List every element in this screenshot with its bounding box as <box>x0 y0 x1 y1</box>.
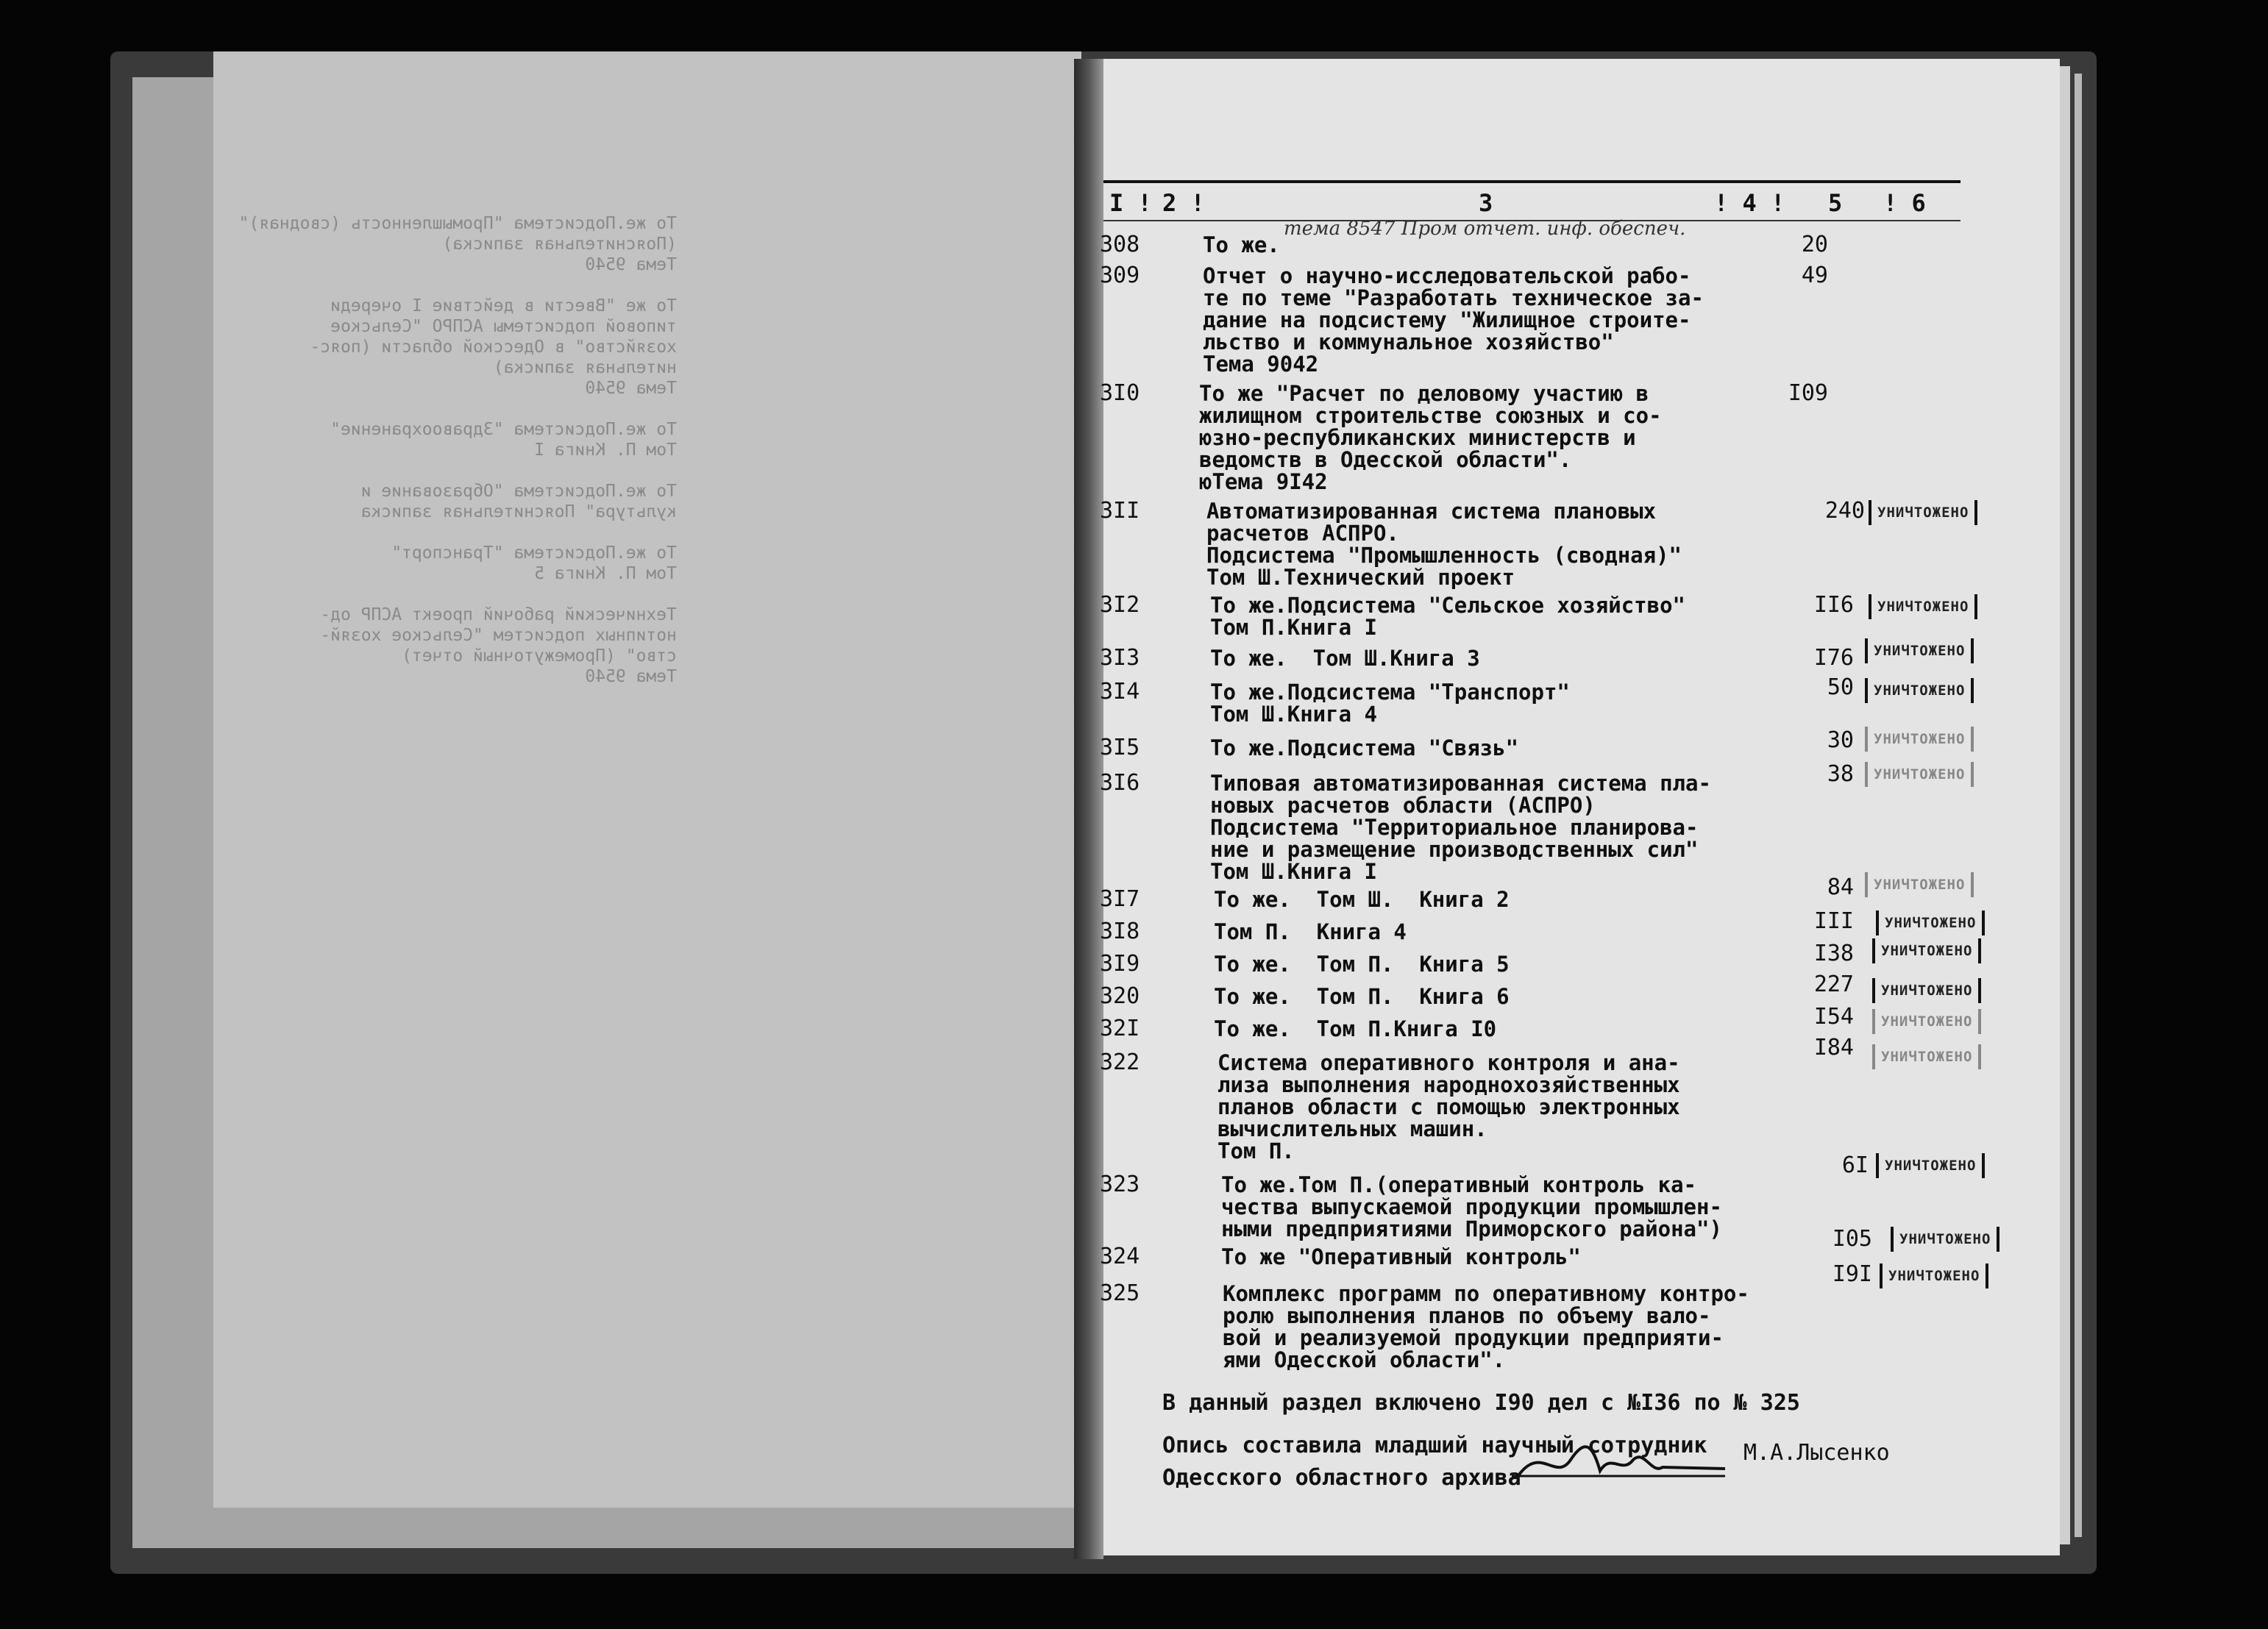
entry-title: То же.Подсистема "Транспорт" Том Ш.Книга 4 <box>1210 680 1570 727</box>
compiler-name: М.А.Лысенко <box>1743 1440 1890 1466</box>
compiler-title: Опись составила младший научный сотрудник <box>1162 1433 1707 1458</box>
entry-sheet-count: I76 <box>1813 645 1854 671</box>
section-summary: В данный раздел включено I90 дел с №I36 по № 325 <box>1162 1390 1800 1416</box>
entry-number: 3II <box>1100 498 1140 524</box>
col-6-header: ! 6 <box>1883 189 1926 217</box>
column-header-row <box>1103 180 1960 221</box>
destroyed-stamp: УНИЧТОЖЕНО <box>1869 594 1977 619</box>
entry-sheet-count: 49 <box>1801 263 1828 288</box>
entry-number: 3I5 <box>1100 735 1140 760</box>
entry-number: 3I2 <box>1100 592 1140 618</box>
entry-title: Автоматизированная система плановых расчетов АСПРО. Подсистема "Промышленность (сводная)" Том Ш.Технический проект <box>1206 499 1682 590</box>
entry-number: 32I <box>1100 1016 1140 1041</box>
entry-sheet-count: I84 <box>1813 1035 1854 1061</box>
entry-sheet-count: 38 <box>1827 761 1854 787</box>
entry-sheet-count: I9I <box>1832 1261 1872 1287</box>
entry-sheet-count: 227 <box>1813 972 1854 997</box>
entry-title: То же.Подсистема "Связь" <box>1210 735 1519 760</box>
entry-title: То же "Оперативный контроль" <box>1221 1244 1581 1269</box>
col-2-header: 2 ! <box>1162 189 1205 217</box>
entry-number: 3I3 <box>1100 645 1140 671</box>
book-spine <box>1074 59 1103 1559</box>
entry-sheet-count: III <box>1813 908 1854 934</box>
entry-sheet-count: 50 <box>1827 674 1854 700</box>
entry-number: 324 <box>1100 1244 1140 1269</box>
entry-number: 322 <box>1100 1049 1140 1075</box>
entry-sheet-count: I54 <box>1813 1004 1854 1030</box>
entry-sheet-count: 6I <box>1841 1152 1869 1178</box>
destroyed-stamp: УНИЧТОЖЕНО <box>1872 1044 1981 1069</box>
entry-number: 325 <box>1100 1280 1140 1306</box>
entry-number: 3I0 <box>1100 380 1140 406</box>
entry-sheet-count: 20 <box>1801 232 1828 257</box>
entry-sheet-count: II6 <box>1813 592 1854 618</box>
col-5-header: 5 <box>1828 189 1843 217</box>
entry-number: 308 <box>1100 232 1140 257</box>
entry-number: 309 <box>1100 263 1140 288</box>
entry-sheet-count: I09 <box>1788 380 1828 406</box>
destroyed-stamp: УНИЧТОЖЕНО <box>1865 872 1974 897</box>
col-1-header: I ! <box>1109 189 1152 217</box>
entry-sheet-count: 30 <box>1827 727 1854 753</box>
col-4-header: ! 4 ! <box>1714 189 1785 217</box>
entry-title: То же. Том Ш.Книга 3 <box>1210 646 1480 671</box>
entry-title: Типовая автоматизированная система пла- новых расчетов области (АСПРО) Подсистема "Территориальное планирова- ние и размещение производственных сил" Том Ш.Книга I <box>1210 771 1711 884</box>
page-edge <box>2060 66 2070 1544</box>
entry-title: То же. <box>1203 232 1280 257</box>
destroyed-stamp: УНИЧТОЖЕНО <box>1872 978 1981 1003</box>
destroyed-stamp: УНИЧТОЖЕНО <box>1880 1263 1988 1288</box>
handwritten-note: тема 8547 Пром отчет. инф. обеспеч. <box>1284 218 1686 240</box>
entry-title: То же. Том Ш. Книга 2 <box>1214 887 1510 912</box>
destroyed-stamp: УНИЧТОЖЕНО <box>1876 910 1985 935</box>
destroyed-stamp: УНИЧТОЖЕНО <box>1865 762 1974 787</box>
entry-title: То же.Том П.(оперативный контроль ка- чества выпускаемой продукции промышлен- ными предприятиями Приморского района") <box>1221 1172 1722 1241</box>
entry-title: Отчет о научно-исследовательской рабо- те по теме "Разработать техническое за- дание на подсистему "Жилищное строите- льство и коммунальное хозяйство" Тема 9042 <box>1203 263 1704 377</box>
entry-number: 320 <box>1100 983 1140 1009</box>
entry-title: То же. Том П.Книга I0 <box>1214 1016 1497 1041</box>
entry-sheet-count: 84 <box>1827 874 1854 900</box>
entry-sheet-count: I05 <box>1832 1226 1872 1252</box>
destroyed-stamp: УНИЧТОЖЕНО <box>1872 1009 1981 1034</box>
destroyed-stamp: УНИЧТОЖЕНО <box>1876 1153 1985 1178</box>
entry-title: То же.Подсистема "Сельское хозяйство" Том П.Книга I <box>1210 593 1686 640</box>
destroyed-stamp: УНИЧТОЖЕНО <box>1865 638 1974 663</box>
destroyed-stamp: УНИЧТОЖЕНО <box>1872 938 1981 963</box>
entry-sheet-count: I38 <box>1813 941 1854 966</box>
col-3-header: 3 <box>1479 189 1493 217</box>
entry-number: 3I9 <box>1100 951 1140 977</box>
entry-number: 3I6 <box>1100 770 1140 796</box>
entry-title: Система оперативного контроля и ана- лиза выполнения народнохозяйственных планов области с помощью электронных вычислительных машин. Том П. <box>1217 1050 1680 1163</box>
entry-number: 323 <box>1100 1172 1140 1197</box>
signature <box>1512 1438 1732 1489</box>
destroyed-stamp: УНИЧТОЖЕНО <box>1891 1227 1999 1252</box>
entry-sheet-count: 240 <box>1824 498 1865 524</box>
entry-title: Комплекс программ по оперативному контро- ролю выполнения планов по объему вало- вой и реализуемой продукции предприяти- ями Одесской области". <box>1223 1281 1749 1372</box>
bleed-through-text: То же.Подсистема "Промышленность (сводная)" (Пояснительная записка) Тема 9540 То же "Ввести в действие I очереди типовой подсистемы АСПРО "Сельское хозяйство" в Одесской области (пояс- нительная записка) Тема 9540 То же.Подсистема "Здравоохранение" Том П. Книга I То же.Подсистема "Образование и культура" Пояснительная записка То же.Подсистема "Транспорт" Том П. Книга 5 Технический рабочий проект АСПР од- нотипных подсистем "Сельское хозяй- ство" (Промежуточный отчет) Тема 9540 <box>238 214 677 686</box>
destroyed-stamp: УНИЧТОЖЕНО <box>1865 678 1974 703</box>
entry-title: То же "Расчет по деловому участию в жилищном строительстве союзных и со- юзно-республиканских министерств и ведомств в Одесской области". юТема 9I42 <box>1199 381 1662 494</box>
entry-number: 3I8 <box>1100 919 1140 944</box>
destroyed-stamp: УНИЧТОЖЕНО <box>1869 500 1977 525</box>
compiler-archive: Одесского областного архива <box>1162 1465 1521 1491</box>
entry-title: Том П. Книга 4 <box>1214 919 1407 944</box>
entry-number: 3I4 <box>1100 679 1140 705</box>
entry-number: 3I7 <box>1100 886 1140 912</box>
destroyed-stamp: УНИЧТОЖЕНО <box>1865 727 1974 752</box>
entry-title: То же. Том П. Книга 6 <box>1214 984 1510 1009</box>
page-edge <box>2075 74 2082 1537</box>
entry-title: То же. Том П. Книга 5 <box>1214 952 1510 977</box>
